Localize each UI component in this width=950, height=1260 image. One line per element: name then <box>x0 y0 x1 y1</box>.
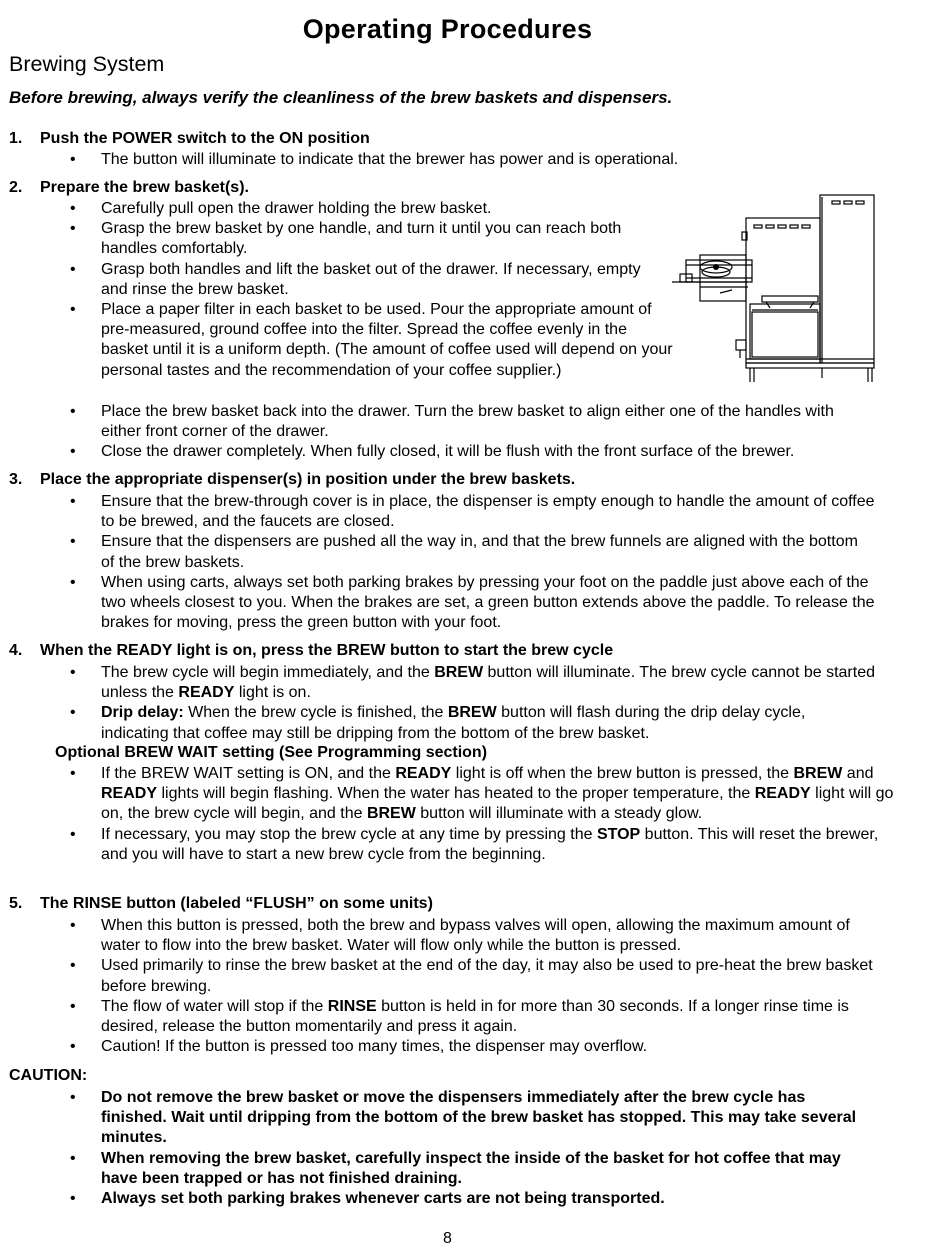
list-item: • If the BREW WAIT setting is ON, and the READY light is off when the brew button is pressed, the BREW and READY lights will begin flashing. When the water has heated to the proper temperature, the READY light will go on, the brew cycle will begin, and the BREW button will illuminate with a steady glow. <box>70 764 906 825</box>
step-4-heading: 4. When the READY light is on, press the BREW button to start the brew cycle <box>9 642 614 659</box>
list-item: • When this button is pressed, both the brew and bypass valves will open, allowing the maximum amount of water to flow into the brew basket. Water will flow only while the button is pressed. <box>70 916 851 956</box>
list-item: • The brew cycle will begin immediately, and the BREW button will illuminate. The brew cycle cannot be started unless the READY light is on. <box>70 663 885 703</box>
list-item: • Used primarily to rinse the brew basket at the end of the day, it may also be used to pre-heat the brew basket before brewing. <box>70 956 885 996</box>
list-item: • Always set both parking brakes whenever carts are not being transported. <box>70 1189 870 1209</box>
step-2-list-narrow <box>70 199 680 381</box>
list-item: • Ensure that the dispensers are pushed all the way in, and that the brew funnels are aligned with the bottom of the brew baskets. <box>70 532 871 572</box>
list-item: • The button will illuminate to indicate that the brewer has power and is operational. <box>70 150 678 170</box>
list-item: • Grasp both handles and lift the basket out of the drawer. If necessary, empty and rinse the brew basket. <box>70 260 646 300</box>
step-2-heading: 2. Prepare the brew basket(s). <box>9 179 249 196</box>
caution-list <box>70 1088 870 1209</box>
step-2-list-wide <box>70 402 890 463</box>
step-5-heading: 5. The RINSE button (labeled “FLUSH” on some units) <box>9 895 433 912</box>
cleanliness-warning: Before brewing, always verify the cleanliness of the brew baskets and dispensers. <box>9 88 673 107</box>
optional-brew-wait-heading: Optional BREW WAIT setting (See Programming section) <box>55 744 488 761</box>
list-item: • If necessary, you may stop the brew cycle at any time by pressing the STOP button. This will reset the brewer, and you will have to start a new brew cycle from the beginning. <box>70 825 885 865</box>
page-number: 8 <box>443 1230 452 1247</box>
list-item: • Drip delay: When the brew cycle is finished, the BREW button will flash during the drip delay cycle, indicating that coffee may still be dripping from the bottom of the brew basket. <box>70 703 866 743</box>
list-item: • Do not remove the brew basket or move the dispensers immediately after the brew cycle has finished. Wait until dripping from the bottom of the brew basket has stopped. This may take several minutes. <box>70 1088 866 1149</box>
step-3-list <box>70 492 885 633</box>
step-1-heading: 1. Push the POWER switch to the ON position <box>9 130 370 147</box>
list-item: • Carefully pull open the drawer holding the brew basket. <box>70 199 680 219</box>
step-4-optional-list <box>70 764 894 865</box>
list-item: • Grasp the brew basket by one handle, and turn it until you can reach both handles comfortably. <box>70 219 671 259</box>
step-3-heading: 3. Place the appropriate dispenser(s) in position under the brew baskets. <box>9 471 576 488</box>
step-1-list <box>70 150 678 170</box>
brewer-illustration <box>672 192 882 387</box>
list-item: • When using carts, always set both parking brakes by pressing your foot on the paddle just above each of the two wheels closest to you. When the brakes are set, a green button extends above the paddle. To release the brakes for moving, press the green button with your foot. <box>70 573 885 634</box>
step-5-list <box>70 916 885 1057</box>
section-heading: Brewing System <box>9 52 165 76</box>
caution-label: CAUTION: <box>9 1067 88 1084</box>
page-title: Operating Procedures <box>302 14 593 44</box>
list-item: • Ensure that the brew-through cover is in place, the dispenser is empty enough to handle the amount of coffee to be brewed, and the faucets are closed. <box>70 492 885 532</box>
list-item: • Place a paper filter in each basket to be used. Pour the appropriate amount of pre-measured, ground coffee into the filter. Spread the coffee evenly in the basket until it is a uniform depth. (The amount of coffee used will depend on your personal tastes and the recommendation of your coffee supplier.) <box>70 300 676 381</box>
list-item: • Place the brew basket back into the drawer. Turn the brew basket to align either one of the handles with either front corner of the drawer. <box>70 402 866 442</box>
list-item: • Close the drawer completely. When fully closed, it will be flush with the front surface of the brewer. <box>70 442 890 462</box>
step-4-list <box>70 663 885 744</box>
list-item: • Caution! If the button is pressed too many times, the dispenser may overflow. <box>70 1037 885 1057</box>
list-item: • The flow of water will stop if the RINSE button is held in for more than 30 seconds. If a longer rinse time is desired, release the button momentarily and press it again. <box>70 997 861 1037</box>
list-item: • When removing the brew basket, carefully inspect the inside of the basket for hot coffee that may have been trapped or has not finished draining. <box>70 1149 866 1189</box>
